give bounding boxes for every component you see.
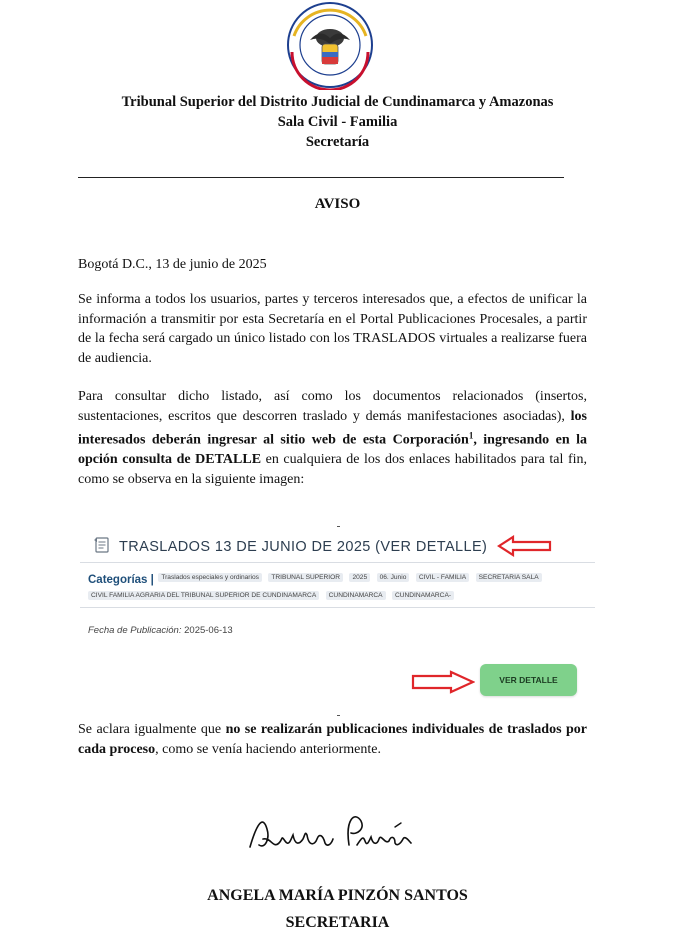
office-name: Secretaría [305, 134, 370, 150]
signer-role: SECRETARIA [285, 914, 390, 931]
image-top-mark [337, 526, 340, 527]
publication-date [88, 625, 233, 636]
category-tag[interactable]: CUNDINAMARCA- [392, 591, 454, 600]
image-bottom-mark [337, 715, 340, 716]
paragraph-1: Se informa a todos los usuarios, partes y terceros interesados que, a efectos de unificar la información a transmitir por esta Secretaría en el Portal Publicaciones Procesales, a partir de la fecha será cargado un único listado con los TRASLADOS virtuales a realizarse fuera de audiencia. [78, 292, 587, 366]
date-line: Bogotá D.C., 13 de junio de 2025 [78, 257, 267, 272]
red-arrow-button-icon [411, 670, 475, 699]
category-tag[interactable]: SECRETARIA SALA [476, 573, 542, 582]
category-tag[interactable]: CUNDINAMARCA [326, 591, 386, 600]
court-name: Tribunal Superior del Distrito Judicial de Cundinamarca y Amazonas [121, 94, 554, 110]
signer-name: ANGELA MARÍA PINZÓN SANTOS [207, 887, 468, 904]
red-arrow-title-icon [497, 535, 553, 562]
paragraph-3: Se aclara igualmente que no se realizarán publicaciones individuales de traslados por cada proceso, como se venía haciendo anteriormente. [78, 722, 587, 757]
category-tag[interactable]: TRIBUNAL SUPERIOR [268, 573, 343, 582]
notice-title: AVISO [314, 196, 361, 212]
document-icon [93, 537, 111, 558]
category-tag[interactable]: Traslados especiales y ordinarios [158, 573, 262, 582]
categories-block [88, 570, 595, 606]
categories-label: Categorías | [88, 574, 154, 586]
handwritten-signature [245, 805, 425, 870]
category-tag[interactable]: 2025 [349, 573, 370, 582]
category-tag[interactable]: CIVIL - FAMILIA [416, 573, 469, 582]
publication-date-label: Fecha de Publicación: [88, 625, 182, 636]
category-tag[interactable]: CIVIL FAMILIA AGRARIA DEL TRIBUNAL SUPERIOR DE CUNDINAMARCA [88, 591, 319, 600]
publication-title-row[interactable] [93, 536, 487, 558]
header-divider [78, 177, 564, 178]
publication-title-link[interactable]: TRASLADOS 13 DE JUNIO DE 2025 (VER DETALLE) [119, 539, 488, 555]
embedded-divider-top [80, 562, 595, 563]
rama-judicial-seal [280, 0, 380, 90]
paragraph-2: Para consultar dicho listado, así como los documentos relacionados (insertos, sustentaciones, escritos que descorren traslado y demás manifestaciones asociadas), los interesados deberán ingresar al sitio web de esta Corporación$^1$, ingresando en la opción consulta de DETALLE en cualquiera de los dos enlaces habilitados para tal fin, como se observa en la siguiente imagen: [78, 389, 587, 487]
ver-detalle-button[interactable]: VER DETALLE [480, 664, 577, 696]
chamber-name: Sala Civil - Familia [277, 114, 398, 130]
category-tag[interactable]: 06. Junio [377, 573, 410, 582]
publication-date-value: 2025-06-13 [184, 625, 233, 636]
embedded-divider-bottom [80, 607, 595, 608]
